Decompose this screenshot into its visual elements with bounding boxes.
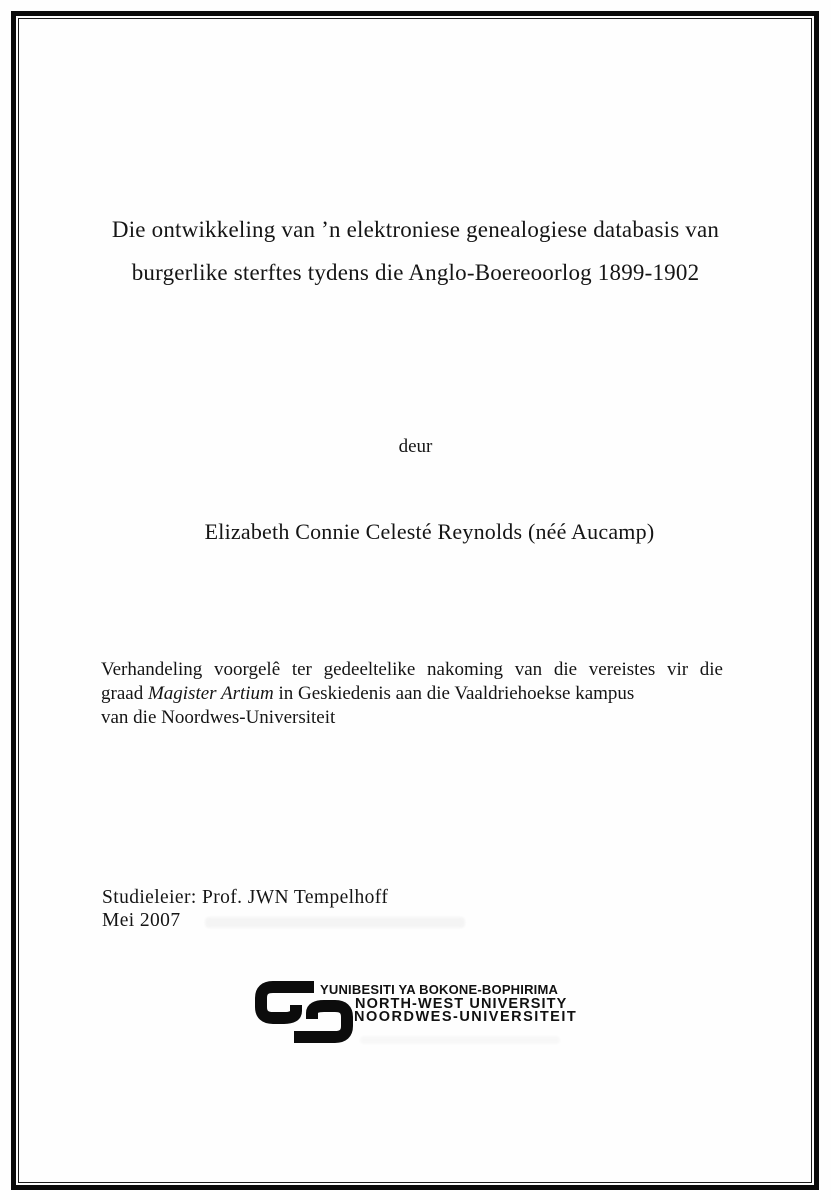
date-line: Mei 2007 (102, 909, 181, 931)
degree-statement (101, 658, 723, 730)
scan-smudge (205, 917, 465, 928)
thesis-title-line2: burgerlike sterftes tydens die Anglo-Boereoorlog 1899-1902 (131, 259, 700, 285)
degree-name-italic: Magister Artium (147, 683, 274, 704)
nwu-logo-line3: NOORDWES-UNIVERSITEIT (354, 1009, 578, 1025)
degree-statement-line2-before: graad (101, 683, 148, 704)
nwu-logo-line2: NORTH-WEST UNIVERSITY (355, 995, 568, 1012)
byline-deur: deur (398, 436, 433, 457)
degree-statement-line2 (101, 682, 723, 706)
degree-statement-line1: Verhandeling voorgelê ter gedeeltelike nakoming van die vereistes vir die (101, 659, 723, 680)
thesis-title-line1: Die ontwikkeling van ’n elektroniese genealogiese databasis van (111, 217, 720, 242)
author-name: Elizabeth Connie Celesté Reynolds (néé Aucamp) (204, 519, 655, 544)
thesis-title (50, 209, 781, 294)
scan-smudge (360, 1036, 560, 1044)
degree-statement-line3: van die Noordwes-Universiteit (101, 707, 336, 728)
nwu-logo-line1: YUNIBESITI YA BOKONE-BOPHIRIMA (320, 982, 559, 997)
supervisor-line: Studieleier: Prof. JWN Tempelhoff (102, 887, 389, 908)
degree-statement-line2-after: in Geskiedenis aan die Vaaldriehoekse kampus (273, 683, 635, 704)
